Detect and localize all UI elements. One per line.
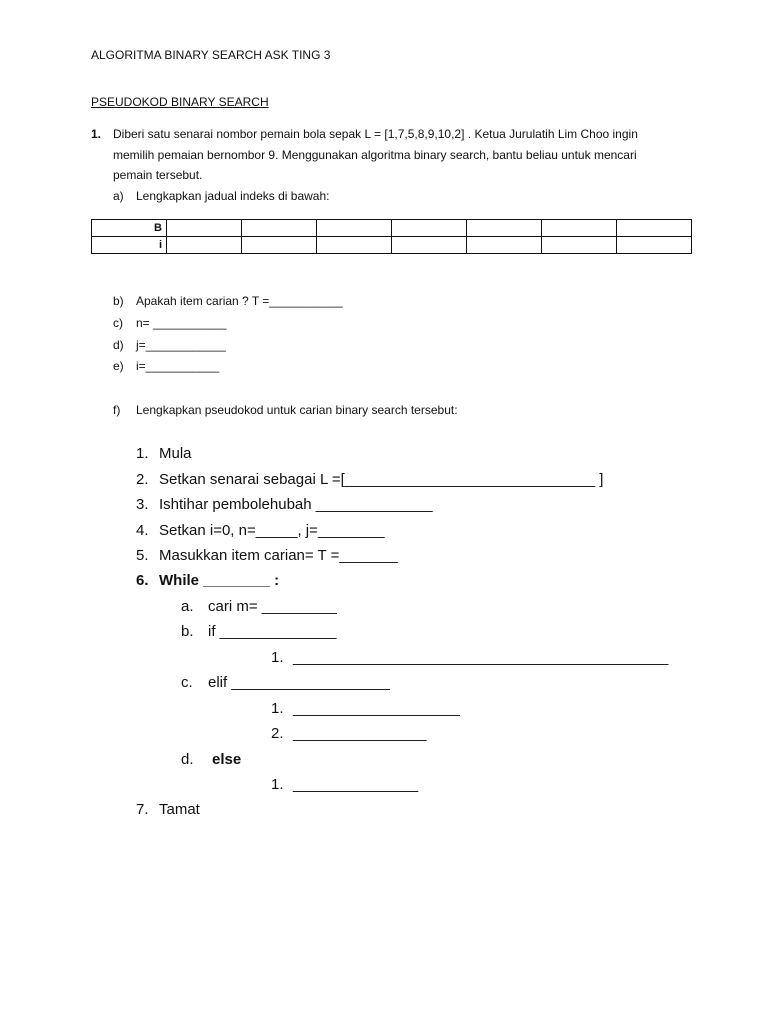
part-e-label: e)	[113, 359, 124, 373]
table-row	[92, 220, 692, 237]
step-6-number: 6.	[136, 572, 149, 589]
table-cell	[167, 237, 242, 254]
table-cell	[317, 237, 392, 254]
step-2-text: Setkan senarai sebagai L =[______________________________ ]	[159, 471, 604, 488]
index-table	[91, 219, 692, 254]
step-7-text: Tamat	[159, 801, 200, 818]
part-b-text: Apakah item carian ? T =___________	[136, 294, 343, 308]
step-6c-1-number: 1.	[271, 700, 284, 717]
step-6d-letter: d.	[181, 751, 194, 768]
step-6c-1-blank: ____________________	[293, 700, 460, 717]
part-c-label: c)	[113, 316, 123, 330]
table-cell	[242, 237, 317, 254]
step-6c-text: elif ___________________	[208, 674, 390, 691]
step-3-text: Ishtihar pembolehubah ______________	[159, 496, 433, 513]
step-6c-2-blank: ________________	[293, 725, 427, 742]
step-5-text: Masukkan item carian= T =_______	[159, 547, 398, 564]
step-3-number: 3.	[136, 496, 149, 513]
step-6c-letter: c.	[181, 674, 193, 691]
part-a-label: a)	[113, 189, 124, 203]
question-line-1: Diberi satu senarai nombor pemain bola sepak L = [1,7,5,8,9,10,2] . Ketua Jurulatih Lim Choo ingin	[113, 127, 638, 141]
step-4-number: 4.	[136, 522, 149, 539]
table-cell	[167, 220, 242, 237]
table-cell	[392, 237, 467, 254]
step-6b-text: if ______________	[208, 623, 337, 640]
question-line-2: memilih pemaian bernombor 9. Menggunakan algoritma binary search, bantu beliau untuk mencari	[113, 148, 637, 162]
row-header-b: B	[92, 220, 167, 237]
step-1-text: Mula	[159, 445, 192, 462]
table-cell	[467, 220, 542, 237]
step-6b-letter: b.	[181, 623, 194, 640]
step-7-number: 7.	[136, 801, 149, 818]
step-2-number: 2.	[136, 471, 149, 488]
table-cell	[617, 237, 692, 254]
table-row	[92, 237, 692, 254]
part-f-text: Lengkapkan pseudokod untuk carian binary search tersebut:	[136, 403, 458, 417]
table-cell	[242, 220, 317, 237]
part-a-text: Lengkapkan jadual indeks di bawah:	[136, 189, 330, 203]
table-cell	[617, 220, 692, 237]
table-cell	[542, 237, 617, 254]
step-6d-text: else	[212, 751, 242, 768]
step-6c-2-number: 2.	[271, 725, 284, 742]
part-f-label: f)	[113, 403, 121, 417]
step-6a-text: cari m= _________	[208, 598, 337, 615]
row-header-i: i	[92, 237, 167, 254]
document-title: ALGORITMA BINARY SEARCH ASK TING 3	[91, 48, 331, 62]
step-6d-1-number: 1.	[271, 776, 284, 793]
part-e-text: i=___________	[136, 359, 220, 373]
part-c-text: n= ___________	[136, 316, 227, 330]
step-6b-1-blank: _____________________________________________	[293, 649, 669, 666]
step-5-number: 5.	[136, 547, 149, 564]
part-b-label: b)	[113, 294, 124, 308]
step-6a-letter: a.	[181, 598, 194, 615]
part-d-label: d)	[113, 338, 124, 352]
table-cell	[392, 220, 467, 237]
section-title: PSEUDOKOD BINARY SEARCH	[91, 95, 269, 109]
step-6d-1-blank: _______________	[293, 776, 419, 793]
question-number: 1.	[91, 127, 102, 141]
table-cell	[317, 220, 392, 237]
step-6-text: While ________ :	[159, 572, 280, 589]
table-cell	[467, 237, 542, 254]
table-cell	[542, 220, 617, 237]
step-1-number: 1.	[136, 445, 149, 462]
part-d-text: j=____________	[136, 338, 226, 352]
question-line-3: pemain tersebut.	[113, 168, 203, 182]
step-4-text: Setkan i=0, n=_____, j=________	[159, 522, 385, 539]
step-6b-1-number: 1.	[271, 649, 284, 666]
